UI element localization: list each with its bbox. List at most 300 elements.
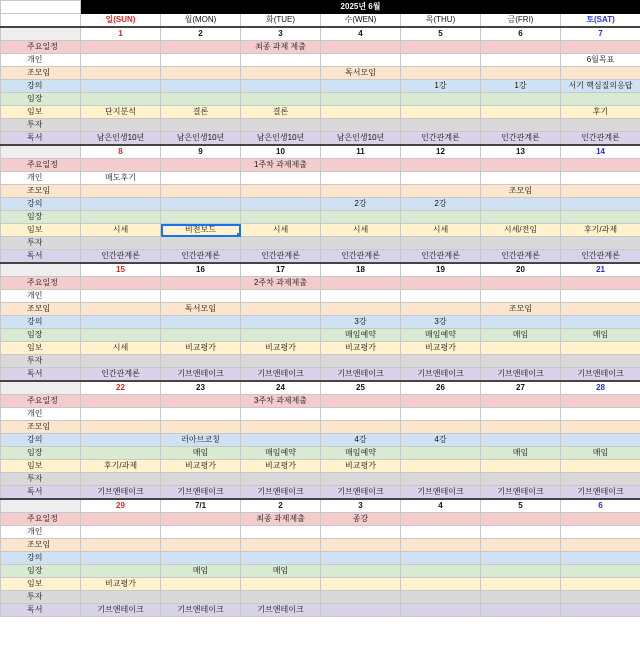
row-label-lecture[interactable]: 강의 [1, 316, 81, 329]
cell-investment-mon[interactable] [161, 591, 241, 604]
cell-investment-thu[interactable] [401, 591, 481, 604]
row-label-reading[interactable]: 독서 [1, 132, 81, 146]
cell-site-visit-thu[interactable] [401, 565, 481, 578]
cell-lecture-thu[interactable]: 3강 [401, 316, 481, 329]
cell-report-wed[interactable] [321, 106, 401, 119]
cell-personal-mon[interactable] [161, 408, 241, 421]
cell-investment-wed[interactable] [321, 237, 401, 250]
cell-lecture-thu[interactable]: 1강 [401, 80, 481, 93]
date-cell-thu[interactable]: 26 [401, 381, 481, 395]
cell-investment-fri[interactable] [481, 237, 561, 250]
cell-investment-tue[interactable] [241, 237, 321, 250]
cell-group-meeting-wed[interactable]: 독서모임 [321, 67, 401, 80]
date-cell-sun[interactable]: 1 [81, 27, 161, 41]
cell-main-schedule-fri[interactable] [481, 395, 561, 408]
cell-lecture-tue[interactable] [241, 316, 321, 329]
cell-report-thu[interactable]: 시세 [401, 224, 481, 237]
cell-personal-mon[interactable] [161, 54, 241, 67]
cell-site-visit-fri[interactable]: 매임 [481, 447, 561, 460]
weekday-wed[interactable]: 수(WEN) [321, 14, 401, 28]
date-cell-tue[interactable]: 10 [241, 145, 321, 159]
cell-lecture-sat[interactable] [561, 434, 640, 447]
cell-reading-mon[interactable]: 남은인생10년 [161, 132, 241, 146]
cell-investment-mon[interactable] [161, 473, 241, 486]
cell-lecture-mon[interactable] [161, 316, 241, 329]
cell-main-schedule-tue[interactable]: 3주차 과제제출 [241, 395, 321, 408]
cell-investment-tue[interactable] [241, 591, 321, 604]
cell-group-meeting-wed[interactable] [321, 185, 401, 198]
cell-main-schedule-tue[interactable]: 1주차 과제제출 [241, 159, 321, 172]
cell-site-visit-fri[interactable]: 매임 [481, 329, 561, 342]
cell-report-wed[interactable]: 비교평가 [321, 460, 401, 473]
cell-main-schedule-mon[interactable] [161, 513, 241, 526]
cell-main-schedule-wed[interactable] [321, 41, 401, 54]
row-label-report[interactable]: 임보 [1, 224, 81, 237]
cell-lecture-tue[interactable] [241, 552, 321, 565]
cell-site-visit-sun[interactable] [81, 329, 161, 342]
row-label-reading[interactable]: 독서 [1, 250, 81, 264]
cell-reading-tue[interactable]: 기브앤테이크 [241, 604, 321, 617]
row-label-reading[interactable]: 독서 [1, 604, 81, 617]
cell-lecture-sun[interactable] [81, 316, 161, 329]
cell-site-visit-wed[interactable] [321, 565, 401, 578]
date-cell-wed[interactable]: 25 [321, 381, 401, 395]
cell-report-mon[interactable]: 결론 [161, 106, 241, 119]
cell-group-meeting-fri[interactable] [481, 421, 561, 434]
cell-lecture-tue[interactable] [241, 434, 321, 447]
cell-reading-mon[interactable]: 인간관계론 [161, 250, 241, 264]
cell-main-schedule-fri[interactable] [481, 41, 561, 54]
cell-reading-fri[interactable]: 인간관계론 [481, 132, 561, 146]
date-cell-fri[interactable]: 20 [481, 263, 561, 277]
date-cell-mon[interactable]: 16 [161, 263, 241, 277]
cell-personal-tue[interactable] [241, 408, 321, 421]
cell-reading-fri[interactable]: 인간관계론 [481, 250, 561, 264]
cell-investment-sun[interactable] [81, 355, 161, 368]
cell-personal-sun[interactable] [81, 408, 161, 421]
cell-group-meeting-sun[interactable] [81, 539, 161, 552]
cell-lecture-wed[interactable] [321, 552, 401, 565]
date-cell-thu[interactable]: 4 [401, 499, 481, 513]
cell-main-schedule-fri[interactable] [481, 159, 561, 172]
corner-cell[interactable] [1, 1, 81, 14]
cell-group-meeting-mon[interactable] [161, 539, 241, 552]
cell-reading-thu[interactable]: 기브앤테이크 [401, 486, 481, 500]
cell-group-meeting-thu[interactable] [401, 421, 481, 434]
cell-lecture-sun[interactable] [81, 552, 161, 565]
date-cell-mon[interactable]: 9 [161, 145, 241, 159]
row-label-group-meeting[interactable]: 조모임 [1, 303, 81, 316]
cell-report-mon[interactable]: 비교평가 [161, 342, 241, 355]
cell-lecture-sat[interactable] [561, 316, 640, 329]
cell-personal-sat[interactable] [561, 408, 640, 421]
row-label-personal[interactable]: 개인 [1, 408, 81, 421]
cell-main-schedule-tue[interactable]: 최종 과제제출 [241, 513, 321, 526]
cell-personal-sun[interactable]: 매도후기 [81, 172, 161, 185]
cell-main-schedule-wed[interactable] [321, 159, 401, 172]
cell-main-schedule-sat[interactable] [561, 159, 640, 172]
row-label-main-schedule[interactable]: 주요일정 [1, 277, 81, 290]
cell-lecture-thu[interactable]: 4강 [401, 434, 481, 447]
cell-lecture-sat[interactable]: 서기 핵심질의응답 [561, 80, 640, 93]
cell-site-visit-thu[interactable] [401, 447, 481, 460]
sheet-title[interactable]: 2025년 6월 [81, 1, 640, 14]
cell-site-visit-sun[interactable] [81, 211, 161, 224]
cell-investment-fri[interactable] [481, 119, 561, 132]
row-label-group-meeting[interactable]: 조모임 [1, 539, 81, 552]
row-label-site-visit[interactable]: 임장 [1, 93, 81, 106]
row-label-main-schedule[interactable]: 주요일정 [1, 513, 81, 526]
cell-site-visit-tue[interactable]: 매임 [241, 565, 321, 578]
date-cell-tue[interactable]: 17 [241, 263, 321, 277]
cell-reading-thu[interactable]: 인간관계론 [401, 132, 481, 146]
cell-main-schedule-wed[interactable]: 종강 [321, 513, 401, 526]
cell-main-schedule-sat[interactable] [561, 277, 640, 290]
cell-investment-tue[interactable] [241, 355, 321, 368]
cell-report-sat[interactable] [561, 578, 640, 591]
cell-reading-tue[interactable]: 기브앤테이크 [241, 368, 321, 382]
cell-main-schedule-mon[interactable] [161, 41, 241, 54]
cell-main-schedule-fri[interactable] [481, 277, 561, 290]
cell-investment-sun[interactable] [81, 119, 161, 132]
cell-report-fri[interactable] [481, 106, 561, 119]
cell-personal-thu[interactable] [401, 172, 481, 185]
cell-reading-tue[interactable]: 기브앤테이크 [241, 486, 321, 500]
cell-main-schedule-sat[interactable] [561, 513, 640, 526]
date-cell-tue[interactable]: 2 [241, 499, 321, 513]
date-cell-wed[interactable]: 18 [321, 263, 401, 277]
cell-investment-sun[interactable] [81, 591, 161, 604]
cell-group-meeting-thu[interactable] [401, 67, 481, 80]
cell-investment-thu[interactable] [401, 355, 481, 368]
cell-group-meeting-mon[interactable] [161, 67, 241, 80]
cell-report-thu[interactable] [401, 460, 481, 473]
cell-main-schedule-sun[interactable] [81, 277, 161, 290]
cell-report-thu[interactable] [401, 578, 481, 591]
cell-lecture-fri[interactable] [481, 434, 561, 447]
cell-site-visit-tue[interactable]: 매임예약 [241, 447, 321, 460]
date-cell-mon[interactable]: 7/1 [161, 499, 241, 513]
cell-investment-mon[interactable] [161, 355, 241, 368]
date-cell-sun[interactable]: 29 [81, 499, 161, 513]
cell-lecture-tue[interactable] [241, 80, 321, 93]
cell-site-visit-tue[interactable] [241, 329, 321, 342]
cell-investment-wed[interactable] [321, 355, 401, 368]
cell-report-fri[interactable] [481, 460, 561, 473]
cell-personal-tue[interactable] [241, 54, 321, 67]
cell-site-visit-sun[interactable] [81, 447, 161, 460]
date-cell-sat[interactable]: 28 [561, 381, 640, 395]
cell-main-schedule-tue[interactable]: 2주차 과제제출 [241, 277, 321, 290]
cell-reading-sat[interactable]: 기브앤테이크 [561, 486, 640, 500]
cell-report-mon[interactable] [161, 578, 241, 591]
cell-group-meeting-thu[interactable] [401, 539, 481, 552]
cell-site-visit-sat[interactable] [561, 93, 640, 106]
date-cell-tue[interactable]: 24 [241, 381, 321, 395]
cell-report-fri[interactable]: 시세/전임 [481, 224, 561, 237]
weekday-sun[interactable]: 일(SUN) [81, 14, 161, 28]
cell-site-visit-fri[interactable] [481, 565, 561, 578]
cell-lecture-mon[interactable] [161, 198, 241, 211]
date-cell-sat[interactable]: 6 [561, 499, 640, 513]
cell-report-fri[interactable] [481, 578, 561, 591]
cell-main-schedule-thu[interactable] [401, 159, 481, 172]
row-label-personal[interactable]: 개인 [1, 172, 81, 185]
cell-main-schedule-mon[interactable] [161, 395, 241, 408]
row-label-site-visit[interactable]: 임장 [1, 329, 81, 342]
date-cell-tue[interactable]: 3 [241, 27, 321, 41]
cell-report-wed[interactable]: 비교평가 [321, 342, 401, 355]
cell-site-visit-fri[interactable] [481, 93, 561, 106]
date-cell-thu[interactable]: 5 [401, 27, 481, 41]
cell-main-schedule-sun[interactable] [81, 159, 161, 172]
cell-lecture-sat[interactable] [561, 552, 640, 565]
cell-report-sun[interactable]: 후기/과제 [81, 460, 161, 473]
cell-lecture-tue[interactable] [241, 198, 321, 211]
row-label-main-schedule[interactable]: 주요일정 [1, 159, 81, 172]
cell-investment-thu[interactable] [401, 237, 481, 250]
cell-personal-fri[interactable] [481, 526, 561, 539]
cell-personal-sat[interactable] [561, 526, 640, 539]
cell-reading-wed[interactable]: 기브앤테이크 [321, 368, 401, 382]
cell-site-visit-thu[interactable] [401, 211, 481, 224]
cell-site-visit-sat[interactable] [561, 211, 640, 224]
row-label-investment[interactable]: 투자 [1, 119, 81, 132]
cell-main-schedule-mon[interactable] [161, 277, 241, 290]
cell-reading-mon[interactable]: 기브앤테이크 [161, 604, 241, 617]
cell-lecture-sun[interactable] [81, 80, 161, 93]
cell-lecture-sun[interactable] [81, 198, 161, 211]
cell-report-mon[interactable]: 비교평가 [161, 460, 241, 473]
weekday-tue[interactable]: 화(TUE) [241, 14, 321, 28]
cell-group-meeting-sun[interactable] [81, 67, 161, 80]
date-cell-wed[interactable]: 3 [321, 499, 401, 513]
cell-reading-tue[interactable]: 인간관계론 [241, 250, 321, 264]
cell-main-schedule-thu[interactable] [401, 513, 481, 526]
cell-site-visit-sat[interactable] [561, 565, 640, 578]
cell-main-schedule-sat[interactable] [561, 41, 640, 54]
cell-site-visit-mon[interactable]: 매임 [161, 565, 241, 578]
cell-reading-thu[interactable]: 인간관계론 [401, 250, 481, 264]
cell-investment-sun[interactable] [81, 473, 161, 486]
cell-lecture-fri[interactable]: 1강 [481, 80, 561, 93]
weekday-mon[interactable]: 월(MON) [161, 14, 241, 28]
row-label-investment[interactable]: 투자 [1, 355, 81, 368]
cell-personal-tue[interactable] [241, 172, 321, 185]
date-cell-sun[interactable]: 8 [81, 145, 161, 159]
cell-reading-sat[interactable]: 인간관계론 [561, 250, 640, 264]
row-label-investment[interactable]: 투자 [1, 237, 81, 250]
row-label-personal[interactable]: 개인 [1, 54, 81, 67]
cell-investment-mon[interactable] [161, 237, 241, 250]
row-label-main-schedule[interactable]: 주요일정 [1, 395, 81, 408]
row-label-site-visit[interactable]: 임장 [1, 211, 81, 224]
row-label-main-schedule[interactable]: 주요일정 [1, 41, 81, 54]
cell-main-schedule-sat[interactable] [561, 395, 640, 408]
cell-main-schedule-thu[interactable] [401, 277, 481, 290]
cell-group-meeting-fri[interactable] [481, 539, 561, 552]
cell-personal-mon[interactable] [161, 172, 241, 185]
cell-report-tue[interactable]: 비교평가 [241, 460, 321, 473]
cell-personal-thu[interactable] [401, 526, 481, 539]
date-cell-sat[interactable]: 14 [561, 145, 640, 159]
row-label-lecture[interactable]: 강의 [1, 552, 81, 565]
weekday-header-blank[interactable] [1, 14, 81, 28]
cell-lecture-fri[interactable] [481, 552, 561, 565]
cell-group-meeting-thu[interactable] [401, 303, 481, 316]
cell-lecture-wed[interactable]: 3강 [321, 316, 401, 329]
date-cell-thu[interactable]: 12 [401, 145, 481, 159]
row-label-lecture[interactable]: 강의 [1, 80, 81, 93]
row-label-reading[interactable]: 독서 [1, 368, 81, 382]
cell-report-tue[interactable] [241, 578, 321, 591]
cell-reading-mon[interactable]: 기브앤테이크 [161, 368, 241, 382]
cell-reading-sun[interactable]: 인간관계론 [81, 250, 161, 264]
cell-main-schedule-sun[interactable] [81, 41, 161, 54]
cell-reading-mon[interactable]: 기브앤테이크 [161, 486, 241, 500]
cell-investment-sat[interactable] [561, 119, 640, 132]
cell-lecture-thu[interactable]: 2강 [401, 198, 481, 211]
cell-investment-thu[interactable] [401, 473, 481, 486]
cell-investment-tue[interactable] [241, 119, 321, 132]
cell-main-schedule-tue[interactable]: 최종 과제 제출 [241, 41, 321, 54]
cell-group-meeting-wed[interactable] [321, 421, 401, 434]
cell-group-meeting-sat[interactable] [561, 539, 640, 552]
cell-main-schedule-sun[interactable] [81, 513, 161, 526]
cell-group-meeting-wed[interactable] [321, 303, 401, 316]
date-cell-mon[interactable]: 23 [161, 381, 241, 395]
cell-personal-mon[interactable] [161, 290, 241, 303]
cell-group-meeting-sun[interactable] [81, 421, 161, 434]
cell-group-meeting-tue[interactable] [241, 67, 321, 80]
weekday-thu[interactable]: 목(THU) [401, 14, 481, 28]
cell-group-meeting-sat[interactable] [561, 185, 640, 198]
cell-main-schedule-mon[interactable] [161, 159, 241, 172]
cell-report-sat[interactable] [561, 460, 640, 473]
cell-personal-sun[interactable] [81, 290, 161, 303]
cell-site-visit-wed[interactable] [321, 211, 401, 224]
cell-site-visit-wed[interactable] [321, 93, 401, 106]
cell-personal-sat[interactable] [561, 290, 640, 303]
cell-site-visit-sun[interactable] [81, 93, 161, 106]
cell-main-schedule-wed[interactable] [321, 395, 401, 408]
cell-main-schedule-fri[interactable] [481, 513, 561, 526]
date-cell-fri[interactable]: 6 [481, 27, 561, 41]
cell-reading-fri[interactable] [481, 604, 561, 617]
cell-site-visit-tue[interactable] [241, 93, 321, 106]
cell-personal-wed[interactable] [321, 172, 401, 185]
cell-site-visit-sat[interactable]: 매임 [561, 329, 640, 342]
cell-report-thu[interactable]: 비교평가 [401, 342, 481, 355]
cell-report-tue[interactable]: 시세 [241, 224, 321, 237]
row-label-investment[interactable]: 투자 [1, 473, 81, 486]
cell-personal-mon[interactable] [161, 526, 241, 539]
cell-reading-sun[interactable]: 인간관계론 [81, 368, 161, 382]
row-label-group-meeting[interactable]: 조모임 [1, 185, 81, 198]
cell-report-tue[interactable]: 비교평가 [241, 342, 321, 355]
cell-group-meeting-sat[interactable] [561, 421, 640, 434]
cell-group-meeting-mon[interactable]: 독서모임 [161, 303, 241, 316]
cell-reading-sat[interactable]: 인간관계론 [561, 132, 640, 146]
cell-personal-sun[interactable] [81, 54, 161, 67]
row-label-investment[interactable]: 투자 [1, 591, 81, 604]
cell-group-meeting-tue[interactable] [241, 303, 321, 316]
row-label-group-meeting[interactable]: 조모임 [1, 67, 81, 80]
cell-personal-wed[interactable] [321, 408, 401, 421]
cell-reading-wed[interactable] [321, 604, 401, 617]
cell-personal-tue[interactable] [241, 290, 321, 303]
cell-personal-wed[interactable] [321, 290, 401, 303]
cell-personal-fri[interactable] [481, 290, 561, 303]
cell-main-schedule-thu[interactable] [401, 395, 481, 408]
cell-report-sun[interactable]: 단지분석 [81, 106, 161, 119]
cell-lecture-sun[interactable] [81, 434, 161, 447]
cell-reading-tue[interactable]: 남은인생10년 [241, 132, 321, 146]
cell-investment-fri[interactable] [481, 355, 561, 368]
cell-personal-sat[interactable] [561, 172, 640, 185]
weekday-sat[interactable]: 토(SAT) [561, 14, 640, 28]
cell-group-meeting-mon[interactable] [161, 185, 241, 198]
cell-lecture-mon[interactable]: 러아브코칭 [161, 434, 241, 447]
cell-report-sat[interactable]: 후기/과제 [561, 224, 640, 237]
cell-lecture-wed[interactable] [321, 80, 401, 93]
cell-group-meeting-sat[interactable] [561, 67, 640, 80]
row-label-group-meeting[interactable]: 조모임 [1, 421, 81, 434]
cell-site-visit-sun[interactable] [81, 565, 161, 578]
date-cell-fri[interactable]: 5 [481, 499, 561, 513]
cell-report-sat[interactable]: 후기 [561, 106, 640, 119]
cell-group-meeting-tue[interactable] [241, 185, 321, 198]
row-label-report[interactable]: 임보 [1, 106, 81, 119]
cell-report-sun[interactable]: 시세 [81, 342, 161, 355]
date-row-label-cell[interactable] [1, 27, 81, 41]
cell-reading-sun[interactable]: 기브앤테이크 [81, 604, 161, 617]
date-row-label-cell[interactable] [1, 145, 81, 159]
cell-report-sun[interactable]: 비교평가 [81, 578, 161, 591]
cell-personal-sat[interactable]: 6월목표 [561, 54, 640, 67]
date-cell-sun[interactable]: 22 [81, 381, 161, 395]
date-cell-mon[interactable]: 2 [161, 27, 241, 41]
row-label-report[interactable]: 임보 [1, 460, 81, 473]
cell-reading-wed[interactable]: 인간관계론 [321, 250, 401, 264]
cell-report-sun[interactable]: 시세 [81, 224, 161, 237]
cell-personal-thu[interactable] [401, 54, 481, 67]
cell-site-visit-wed[interactable]: 매임예약 [321, 447, 401, 460]
cell-lecture-mon[interactable] [161, 552, 241, 565]
cell-investment-fri[interactable] [481, 591, 561, 604]
cell-personal-thu[interactable] [401, 408, 481, 421]
cell-site-visit-mon[interactable] [161, 329, 241, 342]
cell-reading-wed[interactable]: 남은인생10년 [321, 132, 401, 146]
cell-group-meeting-wed[interactable] [321, 539, 401, 552]
cell-investment-mon[interactable] [161, 119, 241, 132]
cell-investment-sat[interactable] [561, 473, 640, 486]
cell-investment-wed[interactable] [321, 119, 401, 132]
cell-reading-fri[interactable]: 기브앤테이크 [481, 486, 561, 500]
cell-site-visit-mon[interactable]: 매임 [161, 447, 241, 460]
cell-lecture-thu[interactable] [401, 552, 481, 565]
cell-investment-wed[interactable] [321, 591, 401, 604]
cell-report-thu[interactable] [401, 106, 481, 119]
date-cell-wed[interactable]: 4 [321, 27, 401, 41]
cell-reading-sun[interactable]: 남은인생10년 [81, 132, 161, 146]
cell-group-meeting-thu[interactable] [401, 185, 481, 198]
cell-report-fri[interactable] [481, 342, 561, 355]
cell-reading-sun[interactable]: 기브앤테이크 [81, 486, 161, 500]
cell-main-schedule-thu[interactable] [401, 41, 481, 54]
row-label-personal[interactable]: 개인 [1, 526, 81, 539]
cell-group-meeting-sun[interactable] [81, 303, 161, 316]
